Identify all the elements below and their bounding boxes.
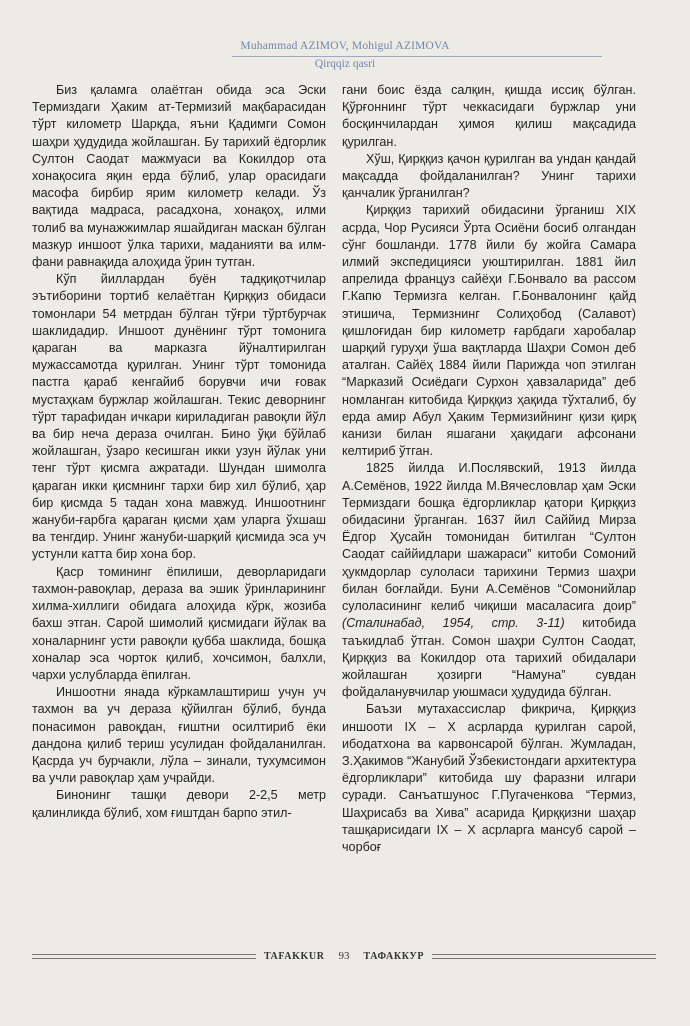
- paragraph: [342, 460, 636, 701]
- paragraph: Қаср томининг ёпилиши, деворларидаги тахмон-равоқлар, дераза ва эшик ўринларининг хилма-хиллиги обидага алоҳида кўрк, жозиба бахш этган. Сарой шимолий қисмидаги йўлак ва хоналарнинг усти равоқли қубба шаклида, бошқа хоналар эса чорток қилиб, хочсимон, балхли, чархи услубларда ёпилган.: [32, 564, 326, 682]
- citation-italic: (Сталинабад, 1954, стр. 3-11): [342, 616, 565, 631]
- right-text-column: [342, 82, 636, 942]
- paragraph-text: китобида таъкидлаб ўтган. Сомон шаҳри Султон Саодат, Қирққиз ва Кокилдор ота тарихий обидалари жойлашган ҳозирги “Намуна” сувдан фойдаланувчилар уюшмаси ҳудудида бўлган.: [342, 616, 636, 700]
- page-footer: [32, 950, 656, 962]
- paragraph: Бинонинг ташқи девори 2-2,5 метр қалинликда бўлиб, хом ғиштдан барпо этил-: [32, 788, 326, 820]
- paragraph: Биз қаламга олаётган обида эса Эски Термиздаги Ҳаким ат-Термизий мақбарасидан тўрт километр Шарқда, яъни Қадимги Сомон шаҳри ҳудудида жойлашган. Бу тарихий ёдгорлик Султон Саодат мажмуаси ва Кокилдор ота хонақосига яқин ерда бўлиб, улар орасидаги масофа бирбир ярим километр келади. Ўз вақтида мадраса, расадхона, хонақоҳ, илми толиб ва мунажжимлар яшайдиган маскан бўлган мазкур иншоот ўлка тарихи, маданияти ва илм-фани равнақида алоҳида ўрин тутган.: [32, 83, 326, 270]
- paragraph-text: 1825 йилда И.Послявский, 1913 йилда А.Семёнов, 1922 йилда М.Вячесловлар ҳам Эски Термиздаги бошқа ёдгорликлар қатори Қирққиз обидасини ўрганган. 1637 йил Саййид Мирза Ёдгор Ҳусайн томонидан битилган “Султон Саодат саййидлари шажараси” китоби Сомоний ҳукмдорлар сулоласи тарихини Термиз шаҳри билан боғлайди. Буни А.Семёнов “Сомонийлар сулоласининг келиб чиқиши масаласига доир”: [342, 461, 636, 614]
- header-article-title: Qirqqiz qasri: [314, 58, 376, 70]
- header-rule: [232, 56, 602, 57]
- paragraph: Хўш, Қирққиз қачон қурилган ва ундан қандай мақсадда фойдаланилган? Унинг тарихи қанчалик ўрганилган?: [342, 151, 636, 201]
- paragraph: гани боис ёзда салқин, қишда иссиқ бўлган. Қўрғоннинг тўрт чеккасидаги буржлар уни босқинчилардан ҳимоя қилиш мақсадида қурилган.: [342, 83, 636, 149]
- footer-journal-latin: TAFAKKUR: [263, 950, 325, 962]
- page-number: 93: [338, 950, 350, 962]
- paragraph: Кўп йиллардан буён тадқиқотчилар эътиборини тортиб келаётган Қирққиз обидаси томонлари 54 метрдан бўлган тўғри тўртбурчак шаклидадир. Иншоот дунёнинг тўрт томонига қараган ва марказга йўналтирилган мужассамотда қурилган. Унинг тўрт томонида пастга қараб кенгайиб борувчи ичи ғовак мустаҳкам буржлар жойлашган. Текис деворнинг тўрт тарафидан ичкари кириладиган равоқли йўл ва бир неча дераза очилган. Бино ўқи бўйлаб жойлашган, ўзаро кесишган икки узун йўлак уни тенг тўрт қисмга ажратади. Шундан шимолга қараган икки қисмнинг тархи бир хил бўлиб, ҳар бир қисмда 5 тадан хона мавжуд. Иншоотнинг жануби-ғарбга қараган қисми ҳам уларга ўхшаш ва тенгдир. Унинг жануби-шарқий қисмида эса уч устунли катта бир хона бор.: [32, 272, 326, 562]
- paragraph: Иншоотни янада кўркамлаштириш учун уч тахмон ва уч дераза қўйилган бўлиб, бунда понасимон равоқдан, ғиштни осилтириб ёки дандона қилиб териш усулидан фойдаланилган. Қасрда уч бурчакли, лўла – зинали, тухумсимон ва учли равоқлар ҳам учрайди.: [32, 685, 326, 786]
- footer-rule-right: [432, 954, 656, 959]
- header-authors: Muhammad AZIMOV, Mohigul AZIMOVA: [240, 40, 450, 52]
- footer-journal-cyrillic: ТАФАККУР: [363, 950, 425, 962]
- footer-rule-left: [32, 954, 256, 959]
- paragraph: Баъзи мутахассислар фикрича, Қирққиз иншооти IX – X асрларда қурилган сарой, ибодатхона ва карвонсарой бўлган. Жумладан, З.Ҳакимов “Жанубий Ўзбекистондаги архитектура ёдгорликлари” китобида шу фаразни илгари суради. Санъатшунос Г.Пугаченкова “Термиз, Шаҳрисабз ва Хива” асарида Қирққизни шаҳар ташқарисидаги IX – X асрларга мансуб сарой – чорбоғ: [342, 702, 636, 854]
- paragraph: Қирққиз тарихий обидасини ўрганиш XIX асрда, Чор Русияси Ўрта Осиёни босиб олгандан сўнг бошланди. 1778 йили бу жойга Самара илмий экспедицияси уюштирилган. 1881 йил апрелида француз сайёҳи Г.Бонвало ва рассом Г.Капю Термизга келган. Г.Бонвалонинг қайд этишича, Термизнинг Солиҳобод (Салавот) қишлоғидан бир километр ғарбдаги харобалар шарқий гуруҳи ўша вақтларда Шаҳри Сомон деб аталган. Сайёҳ 1884 йили Парижда чоп этилган “Марказий Осиёдаги Сурхон ҳавзаларида” деб номланган китобида Қирққиз ҳақида тўхталиб, бу ерда амир Абул Ҳаким Термизийнинг қизи қирқ канизи билан яшагани ҳақидаги афсонани келтириб ўтган.: [342, 203, 636, 459]
- left-text-column: [32, 82, 326, 942]
